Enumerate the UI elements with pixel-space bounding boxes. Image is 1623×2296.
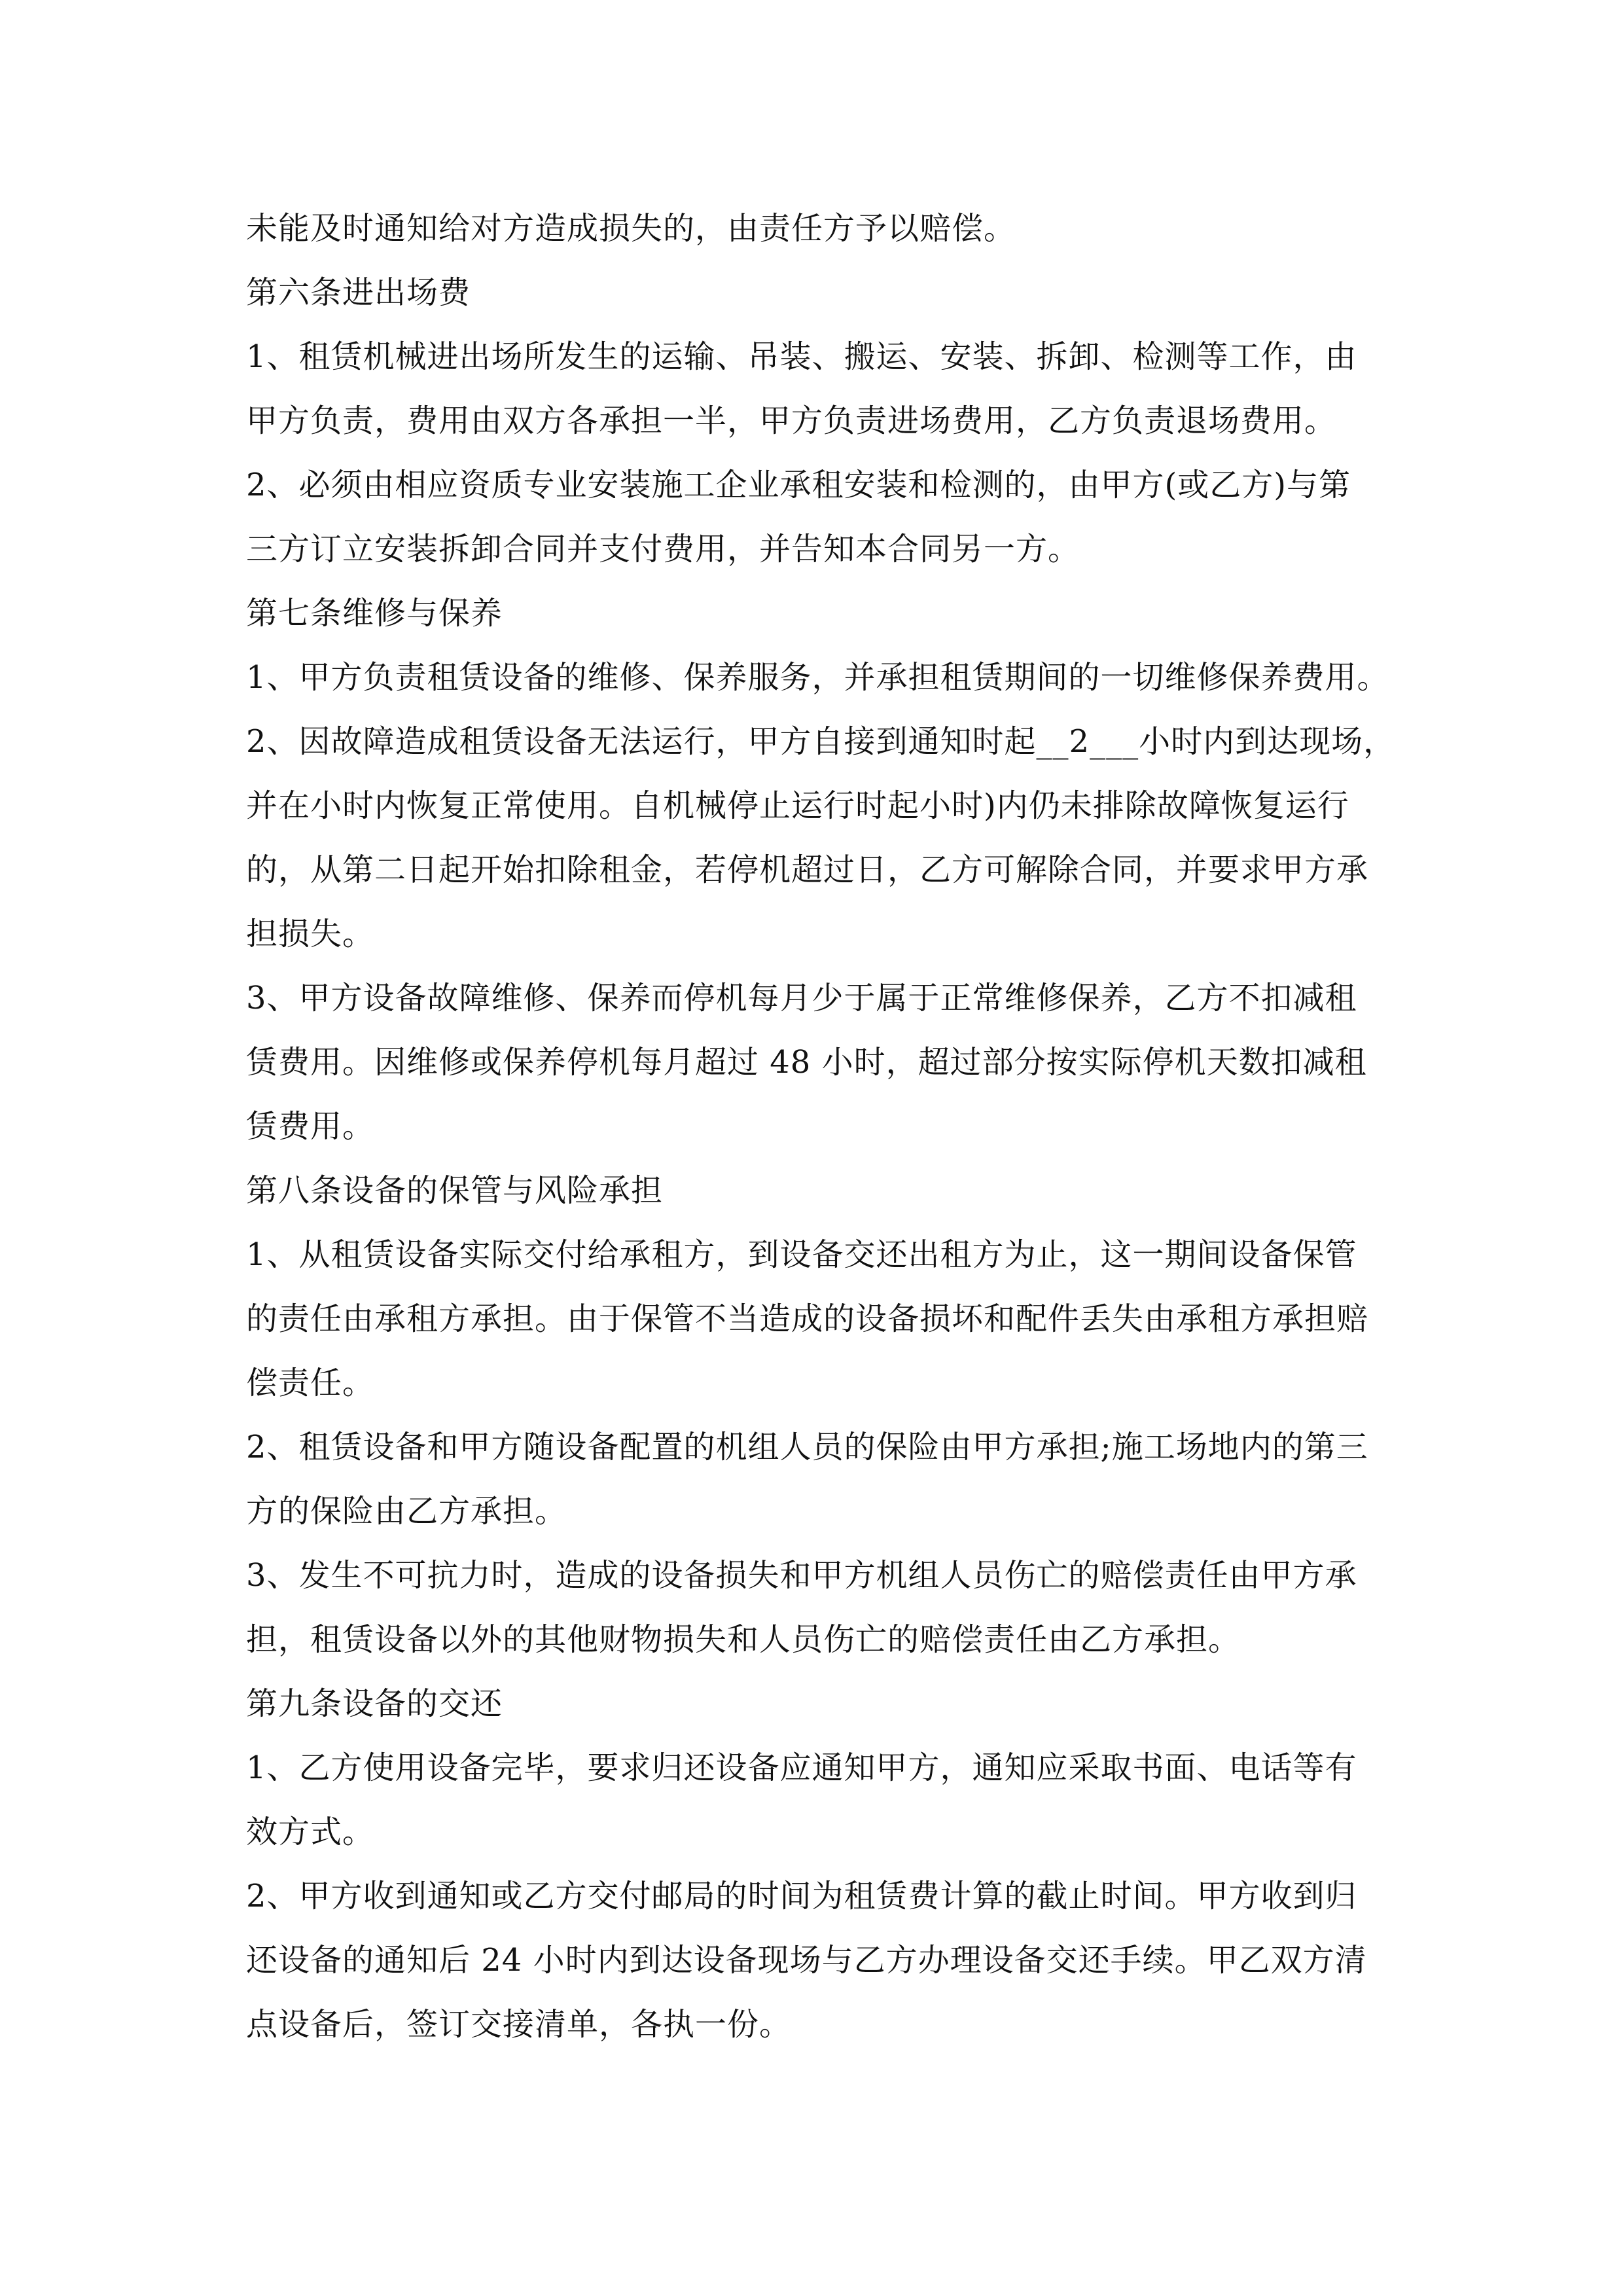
text-line: 未能及时通知给对方造成损失的，由责任方予以赔偿。 bbox=[246, 210, 1016, 247]
document-body bbox=[246, 196, 1398, 2056]
section-heading: 第九条设备的交还 bbox=[246, 1685, 503, 1722]
text-line: 1、从租赁设备实际交付给承租方，到设备交还出租方为止，这一期间设备保管 bbox=[246, 1236, 1357, 1273]
text-line: 2、租赁设备和甲方随设备配置的机组人员的保险由甲方承担;施工场地内的第三 bbox=[246, 1429, 1368, 1465]
text-line: 2、甲方收到通知或乙方交付邮局的时间为租赁费计算的截止时间。甲方收到归 bbox=[246, 1878, 1357, 1914]
text-line: 2、必须由相应资质专业安装施工企业承租安装和检测的，由甲方(或乙方)与第 bbox=[246, 467, 1351, 503]
text-line: 赁费用。 bbox=[246, 1108, 375, 1145]
section-heading: 第六条进出场费 bbox=[246, 274, 471, 311]
text-line: 担损失。 bbox=[246, 916, 375, 952]
text-line: 3、发生不可抗力时，造成的设备损失和甲方机组人员伤亡的赔偿责任由甲方承 bbox=[246, 1557, 1357, 1594]
text-line: 并在小时内恢复正常使用。自机械停止运行时起小时)内仍未排除故障恢复运行 bbox=[246, 787, 1349, 824]
text-line: 赁费用。因维修或保养停机每月超过 48 小时，超过部分按实际停机天数扣减租 bbox=[246, 1044, 1367, 1081]
text-line: 三方订立安装拆卸合同并支付费用，并告知本合同另一方。 bbox=[246, 531, 1080, 567]
text-line: 还设备的通知后 24 小时内到达设备现场与乙方办理设备交还手续。甲乙双方清 bbox=[246, 1942, 1367, 1979]
section-heading: 第七条维修与保养 bbox=[246, 595, 503, 632]
section-heading: 第八条设备的保管与风险承担 bbox=[246, 1172, 664, 1209]
text-line: 3、甲方设备故障维修、保养而停机每月少于属于正常维修保养，乙方不扣减租 bbox=[246, 980, 1357, 1016]
text-line: 效方式。 bbox=[246, 1814, 375, 1850]
text-line: 2、因故障造成租赁设备无法运行，甲方自接到通知时起__2___小时内到达现场， bbox=[246, 723, 1396, 760]
text-line: 的，从第二日起开始扣除租金，若停机超过日，乙方可解除合同，并要求甲方承 bbox=[246, 852, 1369, 888]
text-line: 1、乙方使用设备完毕，要求归还设备应通知甲方，通知应采取书面、电话等有 bbox=[246, 1749, 1357, 1786]
text-line: 甲方负责，费用由双方各承担一半，甲方负责进场费用，乙方负责退场费用。 bbox=[246, 403, 1337, 439]
text-line: 1、甲方负责租赁设备的维修、保养服务，并承担租赁期间的一切维修保养费用。 bbox=[246, 659, 1389, 696]
text-line: 点设备后，签订交接清单，各执一份。 bbox=[246, 2006, 792, 2043]
text-line: 1、租赁机械进出场所发生的运输、吊装、搬运、安装、拆卸、检测等工作，由 bbox=[246, 338, 1357, 375]
text-line: 偿责任。 bbox=[246, 1365, 375, 1401]
text-line: 方的保险由乙方承担。 bbox=[246, 1493, 567, 1530]
text-line: 的责任由承租方承担。由于保管不当造成的设备损坏和配件丢失由承租方承担赔 bbox=[246, 1300, 1369, 1337]
text-line: 担，租赁设备以外的其他财物损失和人员伤亡的赔偿责任由乙方承担。 bbox=[246, 1621, 1241, 1658]
